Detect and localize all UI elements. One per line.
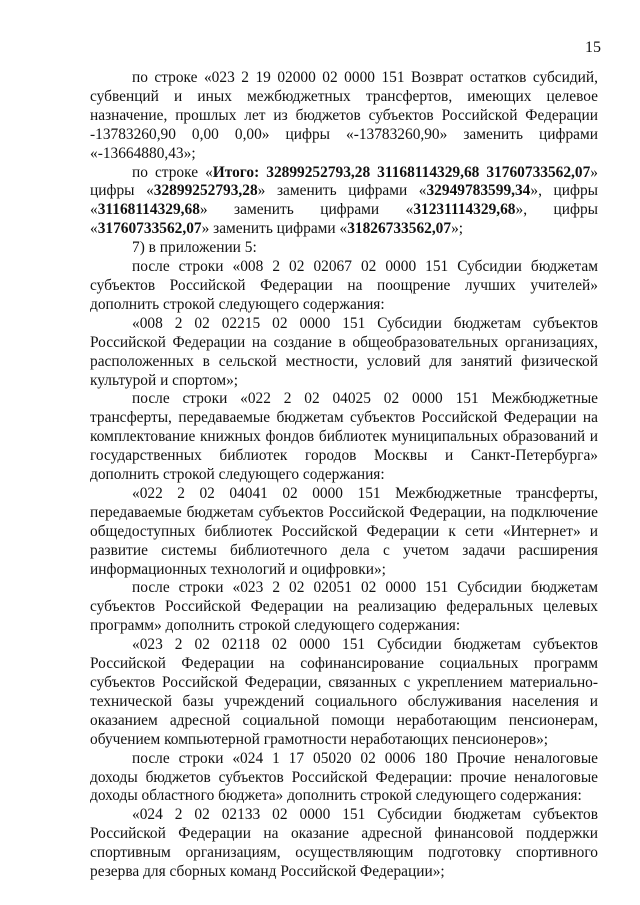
bold-text-run: 32899252793,28 <box>153 182 258 200</box>
paragraph <box>90 579 598 636</box>
paragraph <box>90 636 598 749</box>
document-body <box>90 69 598 882</box>
text-run: «024 2 02 02133 02 0000 151 Субсидии бюджетам субъектов Российской Федерации на оказание адресной финансовой поддержки спортивным организациям, осуществляющим подготовку спортивного резерва для сборных команд Российской Федерации»; <box>90 806 598 881</box>
text-run: по строке «023 2 19 02000 02 0000 151 Возврат остатков субсидий, субвенций и иных межбюджетных трансфертов, имеющих целевое назначение, прошлых лет из бюджетов субъектов Российской Федерации -13783260,90 0,00 0,00» цифры «-13783260,90» заменить цифрами «-13664880,43»; <box>90 69 598 162</box>
paragraph <box>90 750 598 807</box>
bold-text-run: 31168114329,68 <box>97 201 200 219</box>
paragraph <box>90 390 598 485</box>
text-run: «022 2 02 04041 02 0000 151 Межбюджетные трансферты, передаваемые бюджетам субъектов Российской Федерации, на подключение общедоступных библиотек Российской Федерации к сети «Интернет» и развитие системы библиотечного дела с учетом задачи расширения информационных технологий и оцифровки»; <box>90 484 598 578</box>
paragraph <box>90 485 598 580</box>
text-run: » цифры « <box>90 163 598 200</box>
text-run: »; <box>451 220 464 238</box>
paragraph <box>90 69 598 164</box>
paragraph <box>90 315 598 391</box>
text-run: «023 2 02 02118 02 0000 151 Субсидии бюджетам субъектов Российской Федерации на софинансирование социальных программ субъектов Российской Федерации, связанных с укреплением материально-технической базы учреждений социального обслуживания населения и оказанием адресной социальной помощи неработающим пенсионерам, обучением компьютерной грамотности неработающих пенсионеров»; <box>90 636 598 748</box>
text-run: », цифры « <box>90 182 598 219</box>
text-run: после строки «022 2 02 04025 02 0000 151 Межбюджетные трансферты, передаваемые бюджетам субъектов Российской Федерации на комплектование книжных фондов библиотек муниципальных образований и государственных библиотек городов Москвы и Санкт-Петербурга» дополнить строкой следующего содержания: <box>90 390 598 484</box>
text-run: после строки «008 2 02 02067 02 0000 151 Субсидии бюджетам субъектов Российской Федерации на поощрение лучших учителей» дополнить строкой следующего содержания: <box>90 258 598 313</box>
bold-text-run: Итого: 32899252793,28 31168114329,68 31760733562,07 <box>212 163 591 181</box>
paragraph <box>90 164 598 240</box>
bold-text-run: 31826733562,07 <box>347 220 452 238</box>
text-run: », цифры « <box>90 201 598 238</box>
bold-text-run: 31760733562,07 <box>97 220 202 238</box>
page-number: 15 <box>585 39 601 56</box>
text-run: » заменить цифрами « <box>199 201 414 219</box>
text-run: по строке « <box>132 163 213 181</box>
bold-text-run: 32949783599,34 <box>426 182 531 200</box>
paragraph <box>90 258 598 315</box>
bold-text-run: 31231114329,68 <box>413 201 516 219</box>
paragraph <box>90 239 598 258</box>
text-run: «008 2 02 02215 02 0000 151 Субсидии бюджетам субъектов Российской Федерации на создание в общеобразовательных организациях, расположенных в сельской местности, условий для занятий физической культурой и спортом»; <box>90 314 598 389</box>
text-run: » заменить цифрами « <box>257 182 427 200</box>
text-run: после строки «023 2 02 02051 02 0000 151 Субсидии бюджетам субъектов Российской Федерации на реализацию федеральных целевых программ» дополнить строкой следующего содержания: <box>90 579 598 635</box>
text-run: после строки «024 1 17 05020 02 0006 180 Прочие неналоговые доходы бюджетов субъектов Российской Федерации: прочие неналоговые доходы областного бюджета» дополнить строкой следующего содержания: <box>90 749 598 805</box>
text-run: 7) в приложении 5: <box>132 239 257 257</box>
paragraph <box>90 806 598 882</box>
text-run: » заменить цифрами « <box>201 220 348 238</box>
